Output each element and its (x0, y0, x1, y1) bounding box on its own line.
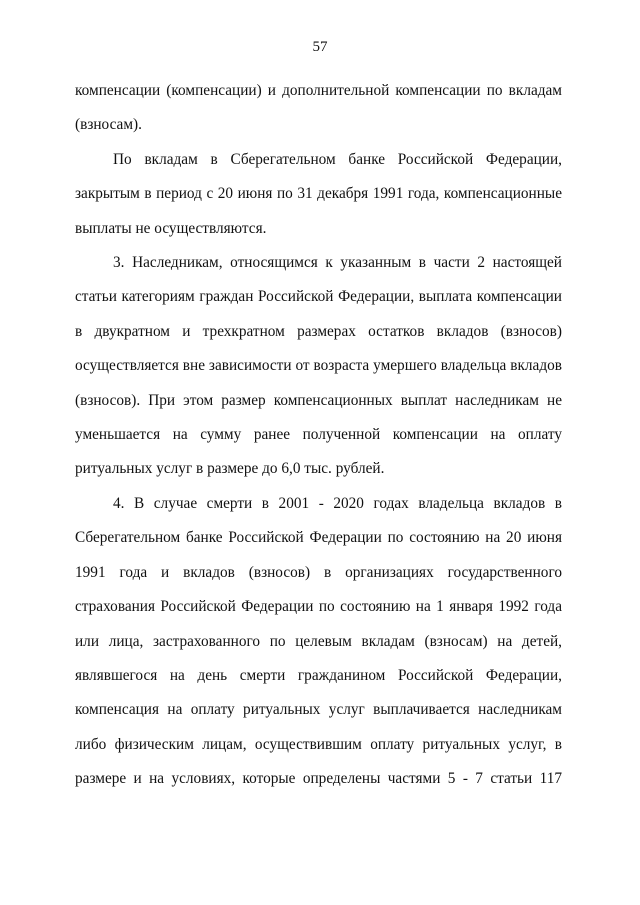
text-line: в двукратном и трехкратном размерах остатков вкладов (взносов) (75, 322, 562, 340)
text-line: размере и на условиях, которые определены частями 5 - 7 статьи 117 (75, 770, 562, 788)
text-line: Сберегательном банке Российской Федерации по состоянию на 20 июня (75, 529, 562, 547)
text-line: (взносам). (75, 116, 142, 134)
text-line: либо физическим лицам, осуществившим оплату ритуальных услуг, в (75, 735, 562, 753)
text-line: (взносов). При этом размер компенсационных выплат наследникам не (75, 391, 562, 409)
text-line: 4. В случае смерти в 2001 - 2020 годах владельца вкладов в (113, 494, 562, 512)
text-line: являвшегося на день смерти гражданином Российской Федерации, (75, 666, 562, 684)
text-line: 3. Наследникам, относящимся к указанным в части 2 настоящей (113, 254, 562, 272)
paragraph-1 (75, 74, 562, 143)
paragraph-4 (75, 487, 562, 797)
text-line: компенсация на оплату ритуальных услуг выплачивается наследникам (75, 701, 562, 719)
paragraph-2 (75, 143, 562, 246)
text-line: выплаты не осуществляются. (75, 219, 267, 237)
text-line: ритуальных услуг в размере до 6,0 тыс. рублей. (75, 460, 385, 478)
text-line: 1991 года и вкладов (взносов) в организациях государственного (75, 563, 562, 581)
text-line: компенсации (компенсации) и дополнительной компенсации по вкладам (75, 82, 562, 99)
text-line: осуществляется вне зависимости от возраста умершего владельца вкладов (75, 357, 562, 375)
paragraph-3 (75, 246, 562, 487)
document-body (75, 74, 562, 797)
text-line: статьи категориям граждан Российской Федерации, выплата компенсации (75, 288, 562, 306)
text-line: закрытым в период с 20 июня по 31 декабря 1991 года, компенсационные (75, 185, 562, 203)
page-number: 57 (312, 39, 328, 55)
text-line: страхования Российской Федерации по состоянию на 1 января 1992 года (75, 598, 562, 616)
text-line: или лица, застрахованного по целевым вкладам (взносам) на детей, (75, 632, 562, 650)
text-line: уменьшается на сумму ранее полученной компенсации на оплату (75, 426, 562, 444)
text-line: По вкладам в Сберегательном банке Российской Федерации, (113, 150, 562, 168)
